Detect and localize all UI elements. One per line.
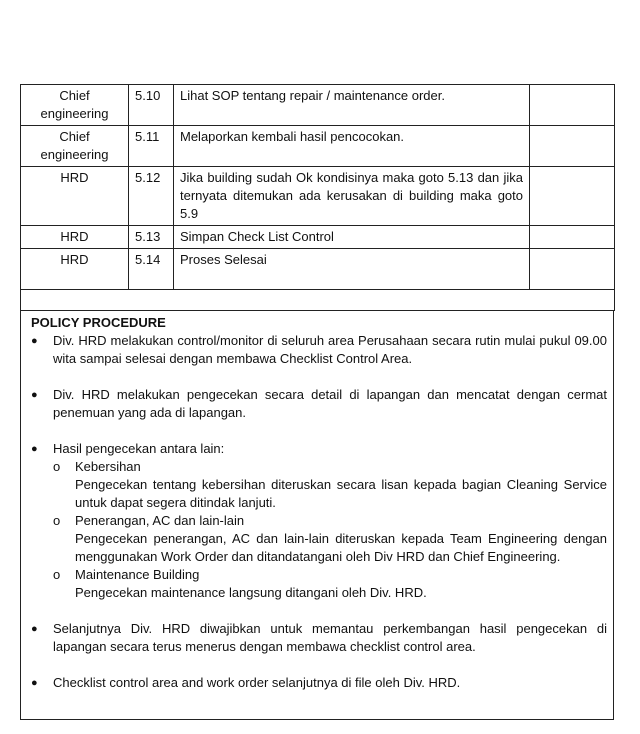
table-row — [21, 167, 615, 226]
bullet-icon: ● — [31, 389, 38, 401]
policy-bullet-text: Div. HRD melakukan control/monitor di seluruh area Perusahaan secara rutin mulai pukul 09.00 wita sampai selesai dengan membawa Checklist Control Area. — [53, 333, 607, 366]
policy-bullet — [31, 332, 607, 368]
sub-bullet-icon: o — [53, 513, 61, 528]
sub-item — [53, 512, 607, 530]
document-page — [20, 84, 614, 720]
bullet-icon: ● — [31, 443, 38, 455]
step-number: 5.10 — [129, 85, 174, 126]
step-note — [530, 85, 615, 126]
sub-item-description: Pengecekan penerangan, AC dan lain-lain diteruskan kepada Team Engineering dengan menggunakan Work Order dan ditandatangani oleh Div HRD dan Chief Engineering. — [75, 531, 607, 564]
step-actor: HRD — [21, 249, 129, 290]
table-spacer-row — [21, 290, 615, 311]
policy-bullet-text: Div. HRD melakukan pengecekan secara detail di lapangan dan mencatat dengan cermat penemuan yang ada di lapangan. — [53, 387, 607, 420]
policy-title: POLICY PROCEDURE — [31, 315, 166, 330]
step-actor: HRD — [21, 226, 129, 249]
policy-bullet-text: Checklist control area and work order selanjutnya di file oleh Div. HRD. — [53, 675, 461, 690]
policy-bullet — [31, 620, 607, 656]
step-actor: Chief engineering — [21, 126, 129, 167]
step-description: Simpan Check List Control — [174, 226, 530, 249]
bullet-icon: ● — [31, 677, 38, 689]
policy-bullet — [31, 674, 607, 692]
step-description: Melaporkan kembali hasil pencocokan. — [174, 126, 530, 167]
step-description: Lihat SOP tentang repair / maintenance order. — [174, 85, 530, 126]
policy-bullet — [31, 440, 607, 458]
sub-item — [53, 566, 607, 584]
sub-item-title: Kebersihan — [75, 459, 141, 474]
step-note — [530, 167, 615, 226]
step-actor: Chief engineering — [21, 85, 129, 126]
step-number: 5.14 — [129, 249, 174, 290]
table-row — [21, 85, 615, 126]
bullet-icon: ● — [31, 335, 38, 347]
empty-cell — [21, 290, 615, 311]
sub-item — [53, 458, 607, 476]
step-description: Jika building sudah Ok kondisinya maka goto 5.13 dan jika ternyata ditemukan ada kerusakan di building maka goto 5.9 — [174, 167, 530, 226]
step-number: 5.13 — [129, 226, 174, 249]
step-number: 5.12 — [129, 167, 174, 226]
table-row — [21, 126, 615, 167]
step-note — [530, 249, 615, 290]
step-description: Proses Selesai — [174, 249, 530, 290]
bullet-icon: ● — [31, 623, 38, 635]
sub-bullet-icon: o — [53, 459, 61, 474]
sub-bullet-icon: o — [53, 567, 61, 582]
step-note — [530, 226, 615, 249]
step-actor: HRD — [21, 167, 129, 226]
table-row — [21, 226, 615, 249]
policy-bullet — [31, 386, 607, 422]
step-number: 5.11 — [129, 126, 174, 167]
policy-procedure-section — [20, 311, 614, 720]
step-note — [530, 126, 615, 167]
sub-item-title: Maintenance Building — [75, 567, 200, 582]
policy-bullet-text: Selanjutnya Div. HRD diwajibkan untuk memantau perkembangan hasil pengecekan di lapangan secara terus menerus dengan membawa checklist control area. — [53, 621, 607, 654]
sub-item-description: Pengecekan tentang kebersihan diteruskan secara lisan kepada bagian Cleaning Service untuk dapat segera ditindak lanjuti. — [75, 477, 607, 510]
policy-bullet-text: Hasil pengecekan antara lain: — [53, 441, 225, 456]
procedure-steps-table — [20, 84, 615, 311]
sub-item-title: Penerangan, AC dan lain-lain — [75, 513, 245, 528]
sub-item-description: Pengecekan maintenance langsung ditangani oleh Div. HRD. — [75, 585, 427, 600]
table-row — [21, 249, 615, 290]
